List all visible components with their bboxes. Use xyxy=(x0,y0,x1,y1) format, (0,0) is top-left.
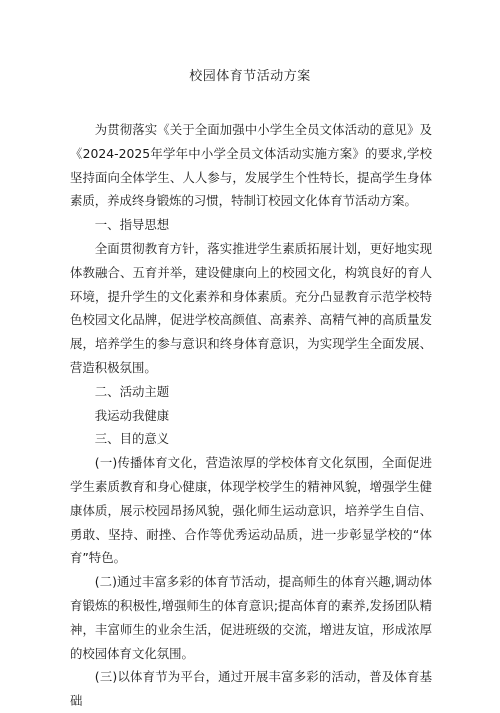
activity-theme-text: 我运动我健康 xyxy=(94,407,170,423)
document-title: 校园体育节活动方案 xyxy=(189,69,311,84)
guiding-ideology-paragraph: 全面贯彻教育方针，落实推进学生素质拓展计划，更好地实现体教融合、五育并举，建设健康向上的校园文化，构筑良好的育人环境，提升学生的文化素养和身体素质。充分凸显教育示范学校特色校园文化品牌，促进学校高颜值、高素养、高精气神的高质量发展，培养学生的参与意识和终身体育意识，为实现学生全面发展、营造积极氛围。 xyxy=(70,240,432,375)
section-heading-guiding-ideology: 一、指导思想 xyxy=(94,217,170,233)
purpose-item-3: (三)以体育节为平台，通过开展丰富多彩的活动，普及体育基础 xyxy=(70,669,432,709)
purpose-item-1: (一)传播体育文化，营造浓厚的学校体育文化氛围，全面促进学生素质教育和身心健康，体现学校学生的精神风貌，增强学生健康体质，展示校园昂扬风貌，强化师生运动意识，培养学生自信、勇敢、坚持、耐挫、合作等优秀运动品质，进一步彰显学校的“体育”特色。 xyxy=(70,455,432,566)
section-heading-activity-theme: 二、活动主题 xyxy=(94,383,170,399)
purpose-item-2: (二)通过丰富多彩的体育节活动，提高师生的体育兴趣,调动体育锻炼的积极性,增强师生的体育意识;提高体育的素养,发扬团队精神，丰富师生的业余生活，促进班级的交流，增进友谊，形成浓厚的校园体育文化氛围。 xyxy=(70,574,432,661)
intro-paragraph: 为贯彻落实《关于全面加强中小学生全员文体活动的意见》及《2024-2025年学年中小学全员文体活动实施方案》的要求,学校坚持面向全体学生、人人参与，发展学生个性特长，提高学生身体素质，养成终身锻炼的习惯，特制订校园文化体育节活动方案。 xyxy=(70,122,432,209)
section-heading-purpose: 三、目的意义 xyxy=(94,431,170,447)
document-body xyxy=(70,118,432,713)
